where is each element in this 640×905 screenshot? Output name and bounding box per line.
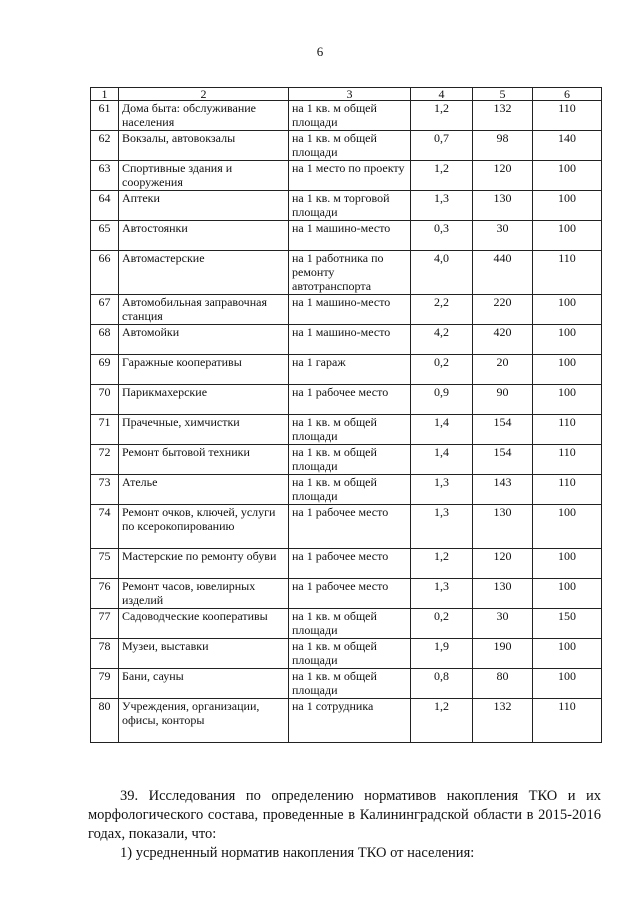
table-row xyxy=(91,579,602,609)
norm-value-col6: 110 xyxy=(533,445,602,475)
row-number: 64 xyxy=(91,191,119,221)
norm-value-col4: 0,2 xyxy=(411,609,473,639)
table-row xyxy=(91,221,602,251)
norm-value-col4: 1,3 xyxy=(411,579,473,609)
norm-value-col6: 110 xyxy=(533,415,602,445)
norm-value-col6: 100 xyxy=(533,355,602,385)
calculation-unit: на 1 кв. м общей площади xyxy=(289,101,411,131)
calculation-unit: на 1 кв. м торговой площади xyxy=(289,191,411,221)
object-type: Спортивные здания и сооружения xyxy=(119,161,289,191)
table-row xyxy=(91,445,602,475)
table-row xyxy=(91,161,602,191)
norm-value-col4: 2,2 xyxy=(411,295,473,325)
norm-value-col4: 1,2 xyxy=(411,161,473,191)
paragraph-39: 39. Исследования по определению нормативов накопления ТКО и их морфологического состава, проведенные в Калининградской области в 2015-2016 годах, показали, что: xyxy=(88,787,601,842)
norm-value-col4: 0,3 xyxy=(411,221,473,251)
calculation-unit: на 1 рабочее место xyxy=(289,579,411,609)
calculation-unit: на 1 гараж xyxy=(289,355,411,385)
norm-value-col5: 154 xyxy=(473,445,533,475)
norm-value-col4: 1,3 xyxy=(411,475,473,505)
table-row xyxy=(91,295,602,325)
calculation-unit: на 1 рабочее место xyxy=(289,549,411,579)
object-type: Мастерские по ремонту обуви xyxy=(119,549,289,579)
norm-value-col4: 1,2 xyxy=(411,549,473,579)
object-type: Учреждения, организации, офисы, конторы xyxy=(119,699,289,743)
norm-value-col4: 0,8 xyxy=(411,669,473,699)
norm-value-col5: 120 xyxy=(473,161,533,191)
norm-value-col6: 110 xyxy=(533,475,602,505)
row-number: 68 xyxy=(91,325,119,355)
table-row xyxy=(91,639,602,669)
norm-value-col5: 220 xyxy=(473,295,533,325)
table-row xyxy=(91,699,602,743)
calculation-unit: на 1 сотрудника xyxy=(289,699,411,743)
norm-value-col4: 0,2 xyxy=(411,355,473,385)
norm-value-col6: 100 xyxy=(533,505,602,549)
norm-value-col5: 30 xyxy=(473,609,533,639)
column-header: 4 xyxy=(411,88,473,101)
norm-value-col6: 100 xyxy=(533,639,602,669)
norm-value-col4: 4,2 xyxy=(411,325,473,355)
norm-value-col5: 190 xyxy=(473,639,533,669)
norm-value-col4: 1,3 xyxy=(411,505,473,549)
object-type: Ремонт очков, ключей, услуги по ксерокопированию xyxy=(119,505,289,549)
row-number: 69 xyxy=(91,355,119,385)
object-type: Прачечные, химчистки xyxy=(119,415,289,445)
norm-value-col6: 140 xyxy=(533,131,602,161)
norm-value-col5: 30 xyxy=(473,221,533,251)
column-header: 1 xyxy=(91,88,119,101)
paragraph-item-1: 1) усредненный норматив накопления ТКО от населения: xyxy=(120,844,475,861)
object-type: Парикмахерские xyxy=(119,385,289,415)
object-type: Гаражные кооперативы xyxy=(119,355,289,385)
calculation-unit: на 1 кв. м общей площади xyxy=(289,445,411,475)
column-header: 2 xyxy=(119,88,289,101)
norm-value-col5: 154 xyxy=(473,415,533,445)
object-type: Аптеки xyxy=(119,191,289,221)
table-row xyxy=(91,669,602,699)
calculation-unit: на 1 кв. м общей площади xyxy=(289,639,411,669)
object-type: Ремонт бытовой техники xyxy=(119,445,289,475)
table-row xyxy=(91,475,602,505)
table-row xyxy=(91,609,602,639)
table-header-row xyxy=(91,88,602,101)
object-type: Дома быта: обслуживание населения xyxy=(119,101,289,131)
row-number: 71 xyxy=(91,415,119,445)
table-row xyxy=(91,355,602,385)
object-type: Вокзалы, автовокзалы xyxy=(119,131,289,161)
table-row xyxy=(91,505,602,549)
row-number: 66 xyxy=(91,251,119,295)
row-number: 70 xyxy=(91,385,119,415)
calculation-unit: на 1 кв. м общей площади xyxy=(289,669,411,699)
calculation-unit: на 1 место по проекту xyxy=(289,161,411,191)
table-row xyxy=(91,549,602,579)
row-number: 78 xyxy=(91,639,119,669)
norm-value-col6: 100 xyxy=(533,549,602,579)
table-row xyxy=(91,251,602,295)
norm-value-col4: 0,9 xyxy=(411,385,473,415)
norm-value-col6: 110 xyxy=(533,699,602,743)
object-type: Садоводческие кооперативы xyxy=(119,609,289,639)
norm-value-col4: 1,4 xyxy=(411,415,473,445)
norm-value-col5: 440 xyxy=(473,251,533,295)
row-number: 76 xyxy=(91,579,119,609)
norm-value-col5: 130 xyxy=(473,579,533,609)
row-number: 61 xyxy=(91,101,119,131)
norm-value-col5: 98 xyxy=(473,131,533,161)
page-number: 6 xyxy=(316,44,324,59)
calculation-unit: на 1 рабочее место xyxy=(289,385,411,415)
object-type: Автостоянки xyxy=(119,221,289,251)
norm-value-col6: 110 xyxy=(533,101,602,131)
norm-value-col6: 100 xyxy=(533,161,602,191)
norm-value-col6: 100 xyxy=(533,579,602,609)
row-number: 75 xyxy=(91,549,119,579)
row-number: 79 xyxy=(91,669,119,699)
object-type: Автомойки xyxy=(119,325,289,355)
table-row xyxy=(91,385,602,415)
norm-value-col6: 100 xyxy=(533,191,602,221)
object-type: Музеи, выставки xyxy=(119,639,289,669)
norm-value-col5: 420 xyxy=(473,325,533,355)
row-number: 73 xyxy=(91,475,119,505)
row-number: 74 xyxy=(91,505,119,549)
row-number: 63 xyxy=(91,161,119,191)
row-number: 62 xyxy=(91,131,119,161)
row-number: 65 xyxy=(91,221,119,251)
norm-value-col4: 0,7 xyxy=(411,131,473,161)
norm-value-col5: 132 xyxy=(473,101,533,131)
norm-value-col5: 120 xyxy=(473,549,533,579)
column-header: 3 xyxy=(289,88,411,101)
norm-value-col4: 1,4 xyxy=(411,445,473,475)
norm-value-col6: 100 xyxy=(533,385,602,415)
calculation-unit: на 1 кв. м общей площади xyxy=(289,609,411,639)
norm-value-col4: 1,3 xyxy=(411,191,473,221)
norm-value-col5: 132 xyxy=(473,699,533,743)
table-row xyxy=(91,325,602,355)
calculation-unit: на 1 машино-место xyxy=(289,221,411,251)
column-header: 6 xyxy=(533,88,602,101)
table-body xyxy=(91,101,602,743)
norm-value-col4: 1,9 xyxy=(411,639,473,669)
calculation-unit: на 1 кв. м общей площади xyxy=(289,415,411,445)
row-number: 80 xyxy=(91,699,119,743)
calculation-unit: на 1 рабочее место xyxy=(289,505,411,549)
norm-value-col5: 20 xyxy=(473,355,533,385)
calculation-unit: на 1 машино-место xyxy=(289,295,411,325)
object-type: Автомастерские xyxy=(119,251,289,295)
norm-value-col4: 1,2 xyxy=(411,699,473,743)
norms-table xyxy=(90,87,602,743)
table-row xyxy=(91,131,602,161)
norm-value-col5: 130 xyxy=(473,191,533,221)
calculation-unit: на 1 работника по ремонту автотранспорта xyxy=(289,251,411,295)
calculation-unit: на 1 кв. м общей площади xyxy=(289,131,411,161)
norm-value-col5: 90 xyxy=(473,385,533,415)
row-number: 77 xyxy=(91,609,119,639)
norm-value-col6: 100 xyxy=(533,295,602,325)
table-row xyxy=(91,415,602,445)
table-row xyxy=(91,191,602,221)
norm-value-col6: 100 xyxy=(533,221,602,251)
object-type: Ателье xyxy=(119,475,289,505)
column-header: 5 xyxy=(473,88,533,101)
row-number: 67 xyxy=(91,295,119,325)
norm-value-col6: 110 xyxy=(533,251,602,295)
object-type: Автомобильная заправочная станция xyxy=(119,295,289,325)
norm-value-col6: 100 xyxy=(533,325,602,355)
norm-value-col4: 4,0 xyxy=(411,251,473,295)
norm-value-col6: 150 xyxy=(533,609,602,639)
norm-value-col5: 143 xyxy=(473,475,533,505)
object-type: Ремонт часов, ювелирных изделий xyxy=(119,579,289,609)
norm-value-col6: 100 xyxy=(533,669,602,699)
calculation-unit: на 1 кв. м общей площади xyxy=(289,475,411,505)
table-row xyxy=(91,101,602,131)
row-number: 72 xyxy=(91,445,119,475)
norm-value-col5: 80 xyxy=(473,669,533,699)
object-type: Бани, сауны xyxy=(119,669,289,699)
norm-value-col4: 1,2 xyxy=(411,101,473,131)
calculation-unit: на 1 машино-место xyxy=(289,325,411,355)
norm-value-col5: 130 xyxy=(473,505,533,549)
